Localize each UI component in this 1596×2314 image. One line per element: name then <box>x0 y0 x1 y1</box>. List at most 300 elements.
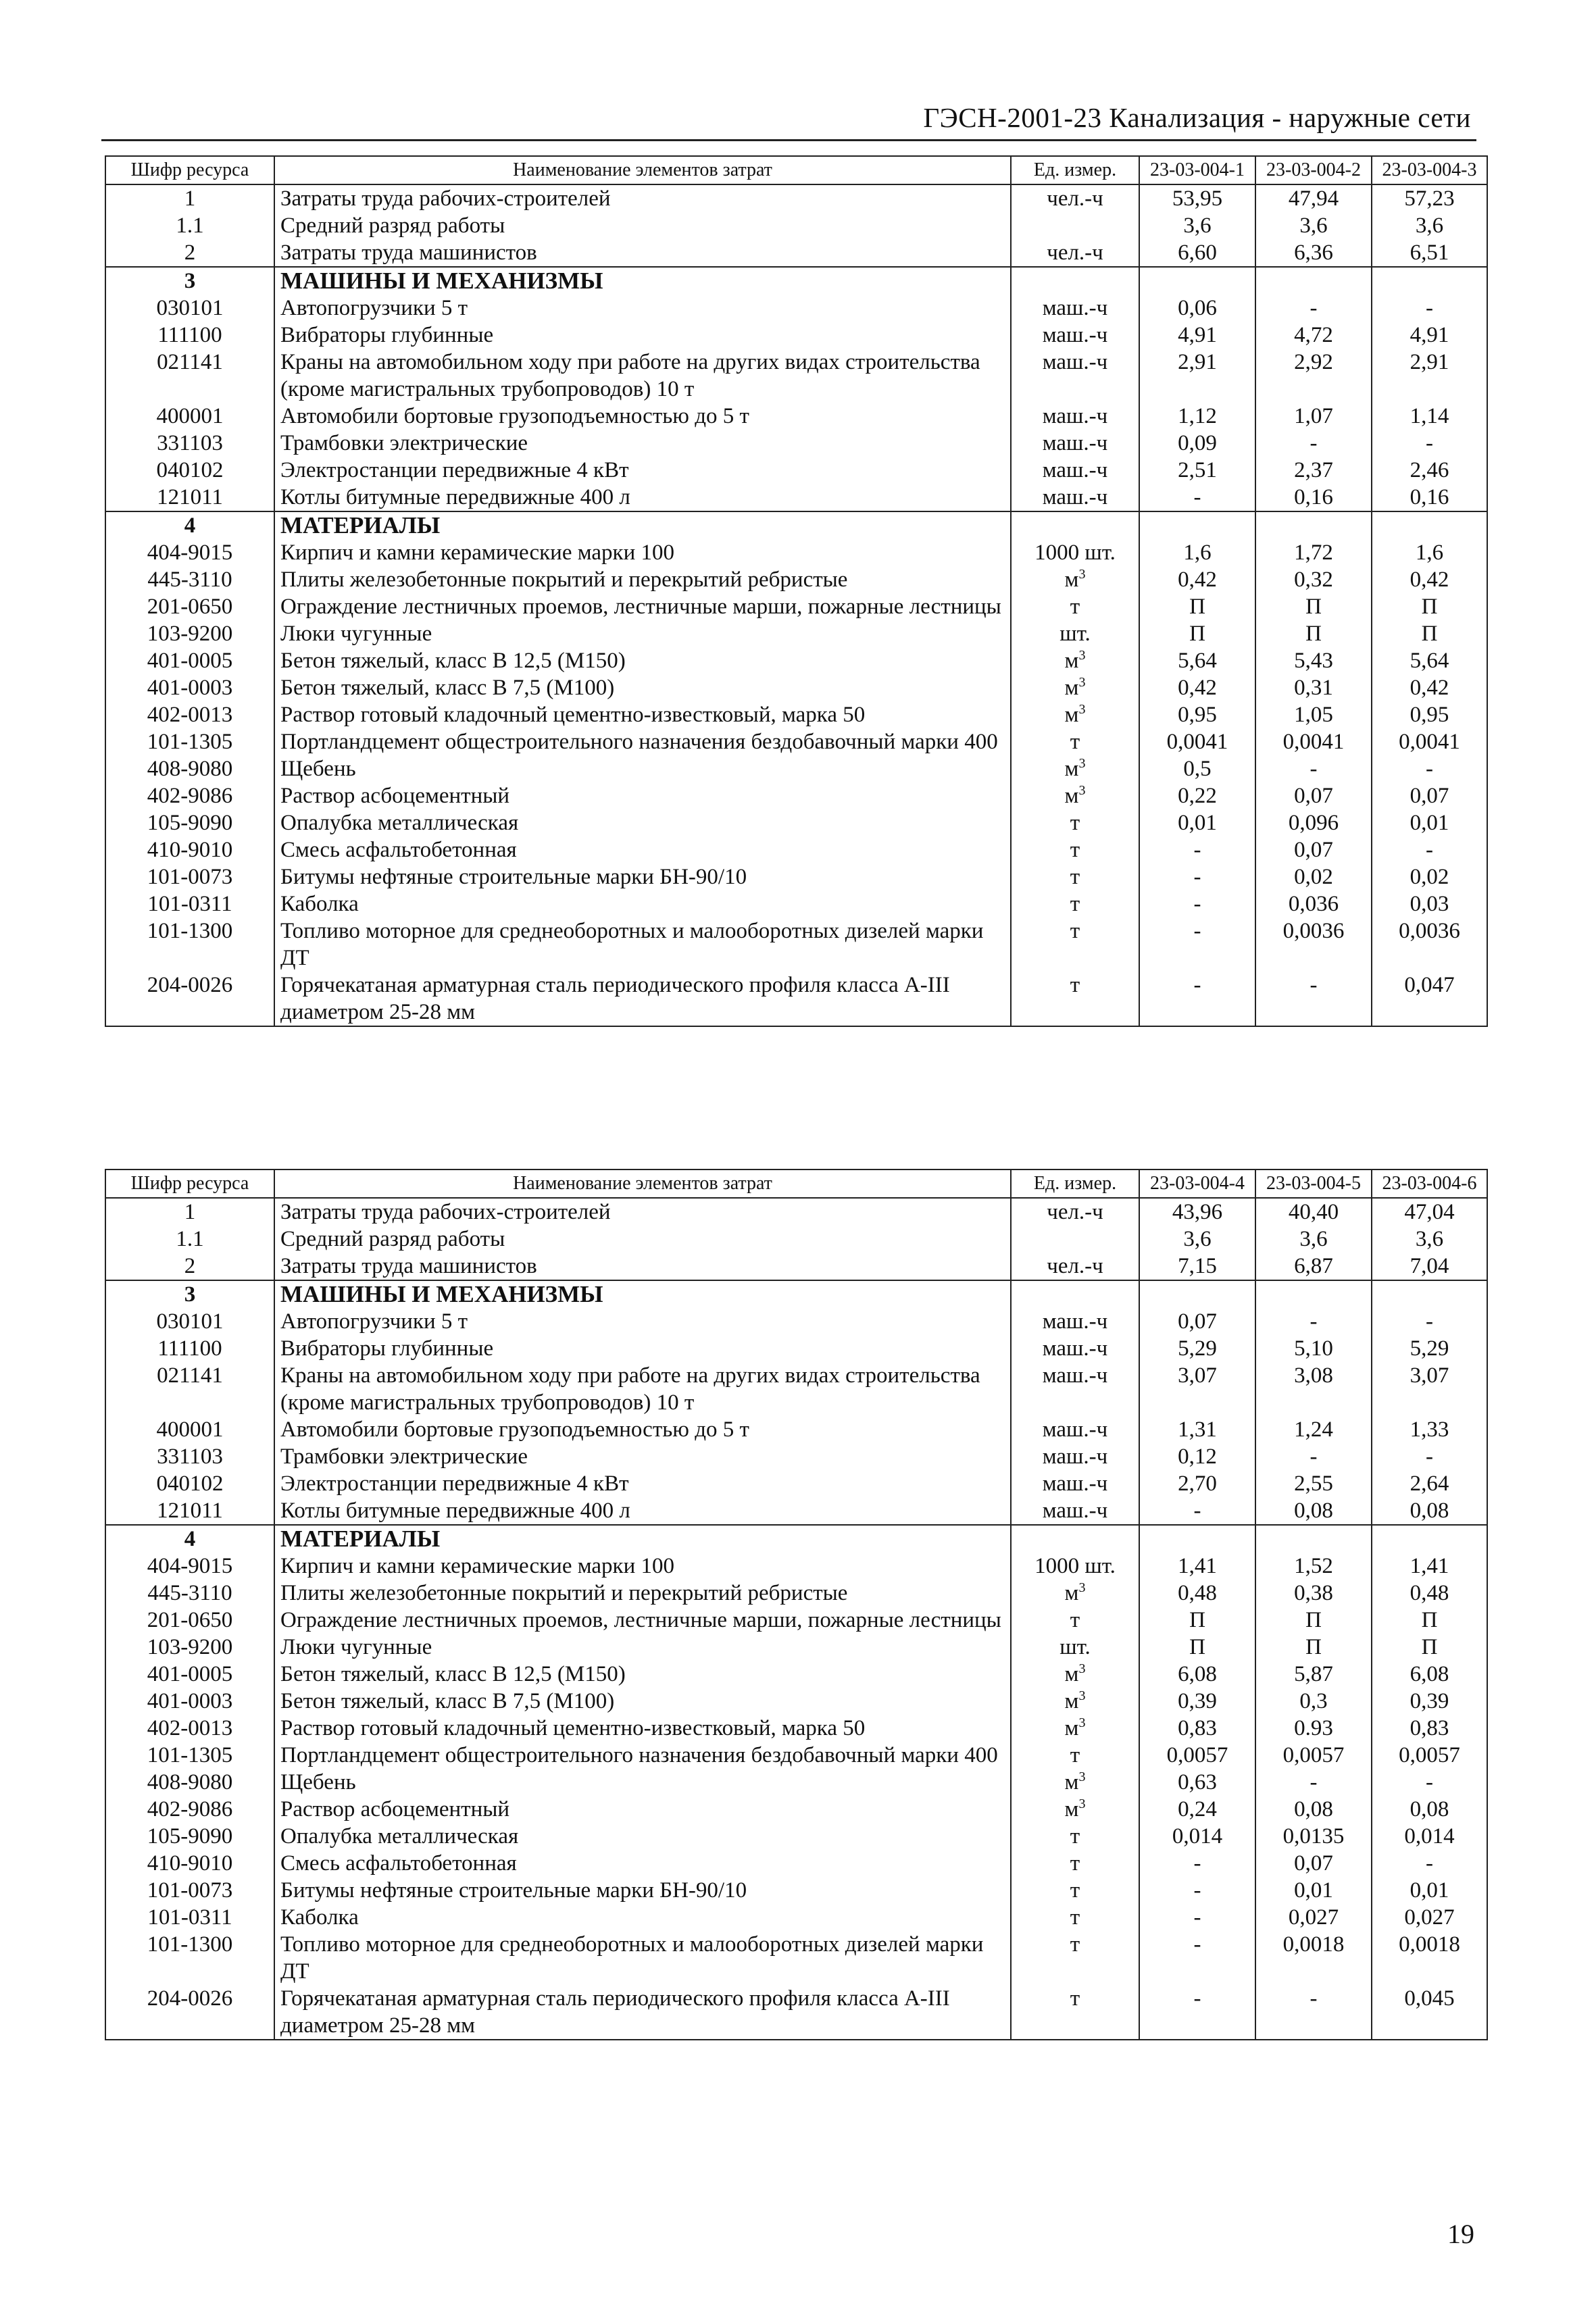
table-row <box>105 212 1487 239</box>
norm-value-cell <box>1372 1525 1487 1553</box>
norm-value-cell: 6,51 <box>1372 239 1487 267</box>
norm-value-cell: - <box>1139 1985 1255 2040</box>
norm-value-cell: 0,01 <box>1372 809 1487 836</box>
resource-name-cell: Средний разряд работы <box>274 1226 1011 1253</box>
norm-value-cell: 3,6 <box>1139 212 1255 239</box>
resource-code-cell: 404-9015 <box>105 539 274 566</box>
norm-value-cell: 1,6 <box>1139 539 1255 566</box>
resource-name-cell: Автопогрузчики 5 т <box>274 1308 1011 1335</box>
resource-name-cell: Средний разряд работы <box>274 212 1011 239</box>
norm-value-cell: 4,72 <box>1255 322 1372 349</box>
unit-cell: маш.-ч <box>1011 349 1139 403</box>
resource-code-cell: 204-0026 <box>105 972 274 1026</box>
resource-name-cell: Бетон тяжелый, класс В 12,5 (М150) <box>274 1661 1011 1688</box>
table-row <box>105 1226 1487 1253</box>
norm-value-cell: 0.93 <box>1255 1715 1372 1742</box>
norm-value-cell: 5,29 <box>1372 1335 1487 1362</box>
resource-name-cell: Люки чугунные <box>274 1634 1011 1661</box>
norm-value-cell <box>1139 1280 1255 1308</box>
unit-cell: т <box>1011 809 1139 836</box>
norm-value-cell: 1,14 <box>1372 403 1487 430</box>
unit-cell: $м^3$ <box>1011 782 1139 809</box>
section-row <box>105 511 1487 539</box>
norm-value-cell: 0,24 <box>1139 1796 1255 1823</box>
norm-value-cell: 0,07 <box>1255 782 1372 809</box>
unit-cell: $м^3$ <box>1011 1688 1139 1715</box>
norm-value-cell: - <box>1372 430 1487 457</box>
resource-code-cell: 3 <box>105 1280 274 1308</box>
resource-name-cell: Битумы нефтяные строительные марки БН-90/10 <box>274 863 1011 890</box>
resource-name-cell: Котлы битумные передвижные 400 л <box>274 484 1011 511</box>
norm-value-cell: 4,91 <box>1139 322 1255 349</box>
resource-name-cell: Топливо моторное для среднеоборотных и малооборотных дизелей марки ДТ <box>274 1931 1011 1985</box>
norm-value-cell <box>1139 511 1255 539</box>
resource-table-2 <box>105 1169 1488 2040</box>
resource-code-cell: 101-0073 <box>105 863 274 890</box>
col-header-code: Шифр ресурса <box>105 1169 274 1198</box>
norm-value-cell: 2,70 <box>1139 1470 1255 1497</box>
col-header-unit: Ед. измер. <box>1011 156 1139 184</box>
unit-cell: 1000 шт. <box>1011 539 1139 566</box>
resource-code-cell: 101-1305 <box>105 728 274 755</box>
norm-value-cell: 4,91 <box>1372 322 1487 349</box>
norm-value-cell: 0,83 <box>1372 1715 1487 1742</box>
norm-value-cell: 40,40 <box>1255 1198 1372 1226</box>
table-row <box>105 322 1487 349</box>
norm-value-cell: - <box>1372 1850 1487 1877</box>
norm-value-cell: 0,014 <box>1139 1823 1255 1850</box>
norm-value-cell: 5,87 <box>1255 1661 1372 1688</box>
norm-value-cell: 3,6 <box>1139 1226 1255 1253</box>
resource-code-cell: 040102 <box>105 457 274 484</box>
unit-cell: т <box>1011 728 1139 755</box>
resource-code-cell: 201-0650 <box>105 1607 274 1634</box>
table-header-row <box>105 1169 1487 1198</box>
resource-code-cell: 101-1300 <box>105 917 274 972</box>
resource-name-cell: Автомобили бортовые грузоподъемностью до 5 т <box>274 1416 1011 1443</box>
norm-value-cell: 0,42 <box>1139 566 1255 593</box>
resource-code-cell: 1 <box>105 1198 274 1226</box>
table-row <box>105 701 1487 728</box>
norm-value-cell: 2,55 <box>1255 1470 1372 1497</box>
table-row <box>105 890 1487 917</box>
col-header-norm-2: 23-03-004-2 <box>1255 156 1372 184</box>
norm-value-cell <box>1255 511 1372 539</box>
norm-value-cell: П <box>1139 620 1255 647</box>
norm-value-cell: 0,0018 <box>1372 1931 1487 1985</box>
resource-name-cell: Плиты железобетонные покрытий и перекрытий ребристые <box>274 1580 1011 1607</box>
resource-name-cell: Каболка <box>274 890 1011 917</box>
table-row <box>105 430 1487 457</box>
norm-value-cell: - <box>1255 1443 1372 1470</box>
norm-value-cell <box>1372 511 1487 539</box>
unit-cell: маш.-ч <box>1011 295 1139 322</box>
norm-value-cell: - <box>1139 890 1255 917</box>
table-row <box>105 1742 1487 1769</box>
table-row <box>105 1198 1487 1226</box>
unit-cell: чел.-ч <box>1011 239 1139 267</box>
table-row <box>105 863 1487 890</box>
unit-cell: чел.-ч <box>1011 1198 1139 1226</box>
table-row <box>105 647 1487 674</box>
norm-value-cell: 2,91 <box>1139 349 1255 403</box>
norm-value-cell: П <box>1372 593 1487 620</box>
norm-value-cell: 0,07 <box>1372 782 1487 809</box>
table-row <box>105 809 1487 836</box>
norm-value-cell: - <box>1255 1308 1372 1335</box>
page-number: 19 <box>1447 2219 1474 2249</box>
table-row <box>105 728 1487 755</box>
resource-name-cell: Краны на автомобильном ходу при работе на других видах строительства (кроме магистральных трубопроводов) 10 т <box>274 1362 1011 1416</box>
resource-code-cell: 101-0073 <box>105 1877 274 1904</box>
resource-code-cell: 121011 <box>105 1497 274 1525</box>
resource-code-cell: 401-0005 <box>105 1661 274 1688</box>
norm-value-cell: 3,6 <box>1372 1226 1487 1253</box>
norm-value-cell <box>1255 1525 1372 1553</box>
table-row <box>105 1497 1487 1525</box>
norm-value-cell: 0,08 <box>1372 1796 1487 1823</box>
resource-code-cell: 111100 <box>105 322 274 349</box>
norm-value-cell: 6,36 <box>1255 239 1372 267</box>
unit-cell: маш.-ч <box>1011 484 1139 511</box>
norm-value-cell: 0,027 <box>1255 1904 1372 1931</box>
norm-value-cell: П <box>1255 1634 1372 1661</box>
resource-code-cell: 402-9086 <box>105 782 274 809</box>
norm-value-cell: 1,05 <box>1255 701 1372 728</box>
norm-value-cell: - <box>1139 1904 1255 1931</box>
resource-name-cell: Электростанции передвижные 4 кВт <box>274 1470 1011 1497</box>
resource-code-cell: 101-0311 <box>105 890 274 917</box>
resource-name-cell: Кирпич и камни керамические марки 100 <box>274 539 1011 566</box>
resource-name-cell: Бетон тяжелый, класс В 12,5 (М150) <box>274 647 1011 674</box>
norm-value-cell: 5,64 <box>1139 647 1255 674</box>
norm-value-cell: 0,5 <box>1139 755 1255 782</box>
norm-value-cell: П <box>1255 620 1372 647</box>
resource-code-cell: 401-0005 <box>105 647 274 674</box>
resource-name-cell: Электростанции передвижные 4 кВт <box>274 457 1011 484</box>
norm-value-cell: 0,83 <box>1139 1715 1255 1742</box>
norm-value-cell: 0,07 <box>1255 1850 1372 1877</box>
norm-value-cell: 43,96 <box>1139 1198 1255 1226</box>
resource-name-cell: Затраты труда машинистов <box>274 1253 1011 1280</box>
resource-name-cell: МАТЕРИАЛЫ <box>274 511 1011 539</box>
norm-value-cell: - <box>1255 1985 1372 2040</box>
norm-value-cell: 2,64 <box>1372 1470 1487 1497</box>
table-header-row <box>105 156 1487 184</box>
resource-code-cell: 404-9015 <box>105 1553 274 1580</box>
norm-value-cell: 0,027 <box>1372 1904 1487 1931</box>
norm-value-cell: 0,42 <box>1372 674 1487 701</box>
resource-code-cell: 331103 <box>105 430 274 457</box>
norm-value-cell: 1,24 <box>1255 1416 1372 1443</box>
unit-cell <box>1011 212 1139 239</box>
resource-code-cell: 021141 <box>105 1362 274 1416</box>
resource-name-cell: МАШИНЫ И МЕХАНИЗМЫ <box>274 267 1011 295</box>
resource-code-cell: 111100 <box>105 1335 274 1362</box>
col-header-norm-1: 23-03-004-1 <box>1139 156 1255 184</box>
norm-value-cell: 0,07 <box>1139 1308 1255 1335</box>
table-row <box>105 349 1487 403</box>
norm-value-cell: 0,0135 <box>1255 1823 1372 1850</box>
table-row <box>105 184 1487 212</box>
norm-value-cell: 2,46 <box>1372 457 1487 484</box>
norm-value-cell: 6,08 <box>1139 1661 1255 1688</box>
norm-value-cell: 0,48 <box>1372 1580 1487 1607</box>
resource-name-cell: Автомобили бортовые грузоподъемностью до 5 т <box>274 403 1011 430</box>
section-row <box>105 267 1487 295</box>
unit-cell: $м^3$ <box>1011 1796 1139 1823</box>
norm-value-cell: 0,39 <box>1139 1688 1255 1715</box>
resource-code-cell: 401-0003 <box>105 1688 274 1715</box>
norm-value-cell: 0,38 <box>1255 1580 1372 1607</box>
resource-code-cell: 4 <box>105 511 274 539</box>
resource-code-cell: 1.1 <box>105 1226 274 1253</box>
unit-cell: т <box>1011 1607 1139 1634</box>
resource-code-cell: 1.1 <box>105 212 274 239</box>
resource-code-cell: 121011 <box>105 484 274 511</box>
norm-value-cell: П <box>1372 620 1487 647</box>
table-row <box>105 1796 1487 1823</box>
norm-value-cell: - <box>1372 1443 1487 1470</box>
resource-name-cell: Портландцемент общестроительного назначения бездобавочный марки 400 <box>274 728 1011 755</box>
resource-code-cell: 040102 <box>105 1470 274 1497</box>
table-row <box>105 1580 1487 1607</box>
norm-value-cell: 0,63 <box>1139 1769 1255 1796</box>
resource-code-cell: 030101 <box>105 295 274 322</box>
norm-value-cell: 1,07 <box>1255 403 1372 430</box>
resource-name-cell: Опалубка металлическая <box>274 809 1011 836</box>
norm-value-cell: 5,29 <box>1139 1335 1255 1362</box>
resource-name-cell: Раствор готовый кладочный цементно-известковый, марка 50 <box>274 701 1011 728</box>
norm-value-cell: П <box>1255 1607 1372 1634</box>
norm-value-cell: - <box>1139 1497 1255 1525</box>
unit-cell: маш.-ч <box>1011 1443 1139 1470</box>
resource-name-cell: МАТЕРИАЛЫ <box>274 1525 1011 1553</box>
resource-code-cell: 1 <box>105 184 274 212</box>
unit-cell <box>1011 1226 1139 1253</box>
col-header-unit: Ед. измер. <box>1011 1169 1139 1198</box>
norm-value-cell: 0,16 <box>1372 484 1487 511</box>
resource-name-cell: Смесь асфальтобетонная <box>274 836 1011 863</box>
resource-name-cell: Плиты железобетонные покрытий и перекрытий ребристые <box>274 566 1011 593</box>
unit-cell <box>1011 1525 1139 1553</box>
resource-code-cell: 402-0013 <box>105 701 274 728</box>
norm-value-cell: 0,0036 <box>1255 917 1372 972</box>
resource-name-cell: Битумы нефтяные строительные марки БН-90/10 <box>274 1877 1011 1904</box>
unit-cell: маш.-ч <box>1011 1362 1139 1416</box>
table-row <box>105 403 1487 430</box>
resource-code-cell: 103-9200 <box>105 1634 274 1661</box>
norm-value-cell: П <box>1372 1607 1487 1634</box>
unit-cell: шт. <box>1011 1634 1139 1661</box>
unit-cell: маш.-ч <box>1011 322 1139 349</box>
norm-value-cell: 6,60 <box>1139 239 1255 267</box>
resource-name-cell: Люки чугунные <box>274 620 1011 647</box>
norm-value-cell: 0,95 <box>1372 701 1487 728</box>
norm-value-cell: - <box>1139 972 1255 1026</box>
table-row <box>105 484 1487 511</box>
table-row <box>105 1470 1487 1497</box>
norm-value-cell: 0,08 <box>1255 1497 1372 1525</box>
norm-value-cell: 0,12 <box>1139 1443 1255 1470</box>
norm-value-cell: 2,92 <box>1255 349 1372 403</box>
resource-code-cell: 204-0026 <box>105 1985 274 2040</box>
col-header-name: Наименование элементов затрат <box>274 1169 1011 1198</box>
norm-value-cell: 0,32 <box>1255 566 1372 593</box>
norm-value-cell: 0,48 <box>1139 1580 1255 1607</box>
table-row <box>105 1850 1487 1877</box>
norm-value-cell: - <box>1372 295 1487 322</box>
unit-cell: т <box>1011 1985 1139 2040</box>
resource-name-cell: Топливо моторное для среднеоборотных и малооборотных дизелей марки ДТ <box>274 917 1011 972</box>
norm-value-cell: 0,09 <box>1139 430 1255 457</box>
document-header-title: ГЭСН-2001-23 Канализация - наружные сети <box>923 102 1471 133</box>
norm-value-cell: - <box>1372 836 1487 863</box>
unit-cell: 1000 шт. <box>1011 1553 1139 1580</box>
unit-cell: $м^3$ <box>1011 647 1139 674</box>
norm-value-cell: 3,6 <box>1255 212 1372 239</box>
table-row <box>105 1931 1487 1985</box>
unit-cell: маш.-ч <box>1011 1497 1139 1525</box>
resource-name-cell: Вибраторы глубинные <box>274 322 1011 349</box>
norm-value-cell: 7,04 <box>1372 1253 1487 1280</box>
resource-name-cell: Каболка <box>274 1904 1011 1931</box>
section-row <box>105 1525 1487 1553</box>
unit-cell: т <box>1011 890 1139 917</box>
table-row <box>105 1443 1487 1470</box>
norm-value-cell: 7,15 <box>1139 1253 1255 1280</box>
resource-code-cell: 4 <box>105 1525 274 1553</box>
section-row <box>105 1280 1487 1308</box>
resource-code-cell: 101-0311 <box>105 1904 274 1931</box>
resource-name-cell: Трамбовки электрические <box>274 430 1011 457</box>
norm-value-cell: 1,31 <box>1139 1416 1255 1443</box>
norm-value-cell: 3,07 <box>1139 1362 1255 1416</box>
norm-value-cell: - <box>1255 755 1372 782</box>
norm-value-cell: 0,39 <box>1372 1688 1487 1715</box>
unit-cell: т <box>1011 593 1139 620</box>
unit-cell: $м^3$ <box>1011 1715 1139 1742</box>
norm-value-cell: - <box>1255 295 1372 322</box>
norm-value-cell: 2,51 <box>1139 457 1255 484</box>
norm-value-cell: 0,95 <box>1139 701 1255 728</box>
norm-value-cell: - <box>1139 1850 1255 1877</box>
resource-name-cell: Бетон тяжелый, класс В 7,5 (М100) <box>274 674 1011 701</box>
unit-cell: маш.-ч <box>1011 430 1139 457</box>
norm-value-cell: 0,0057 <box>1139 1742 1255 1769</box>
table-row <box>105 1308 1487 1335</box>
table-row <box>105 239 1487 267</box>
norm-value-cell: 0,0018 <box>1255 1931 1372 1985</box>
norm-value-cell: 0,02 <box>1372 863 1487 890</box>
resource-code-cell: 400001 <box>105 403 274 430</box>
norm-value-cell: 0,01 <box>1255 1877 1372 1904</box>
norm-value-cell: 0,3 <box>1255 1688 1372 1715</box>
norm-value-cell: 0,31 <box>1255 674 1372 701</box>
norm-value-cell: 1,33 <box>1372 1416 1487 1443</box>
norm-value-cell: 1,72 <box>1255 539 1372 566</box>
resource-name-cell: Трамбовки электрические <box>274 1443 1011 1470</box>
table-row <box>105 1715 1487 1742</box>
norm-value-cell: 57,23 <box>1372 184 1487 212</box>
norm-value-cell: 5,43 <box>1255 647 1372 674</box>
unit-cell: маш.-ч <box>1011 1335 1139 1362</box>
resource-name-cell: Кирпич и камни керамические марки 100 <box>274 1553 1011 1580</box>
table-row <box>105 836 1487 863</box>
resource-code-cell: 105-9090 <box>105 809 274 836</box>
norm-value-cell: 0,045 <box>1372 1985 1487 2040</box>
norm-value-cell: 0,08 <box>1372 1497 1487 1525</box>
norm-value-cell: 0,014 <box>1372 1823 1487 1850</box>
norm-value-cell: 1,41 <box>1139 1553 1255 1580</box>
norm-value-cell: 0,096 <box>1255 809 1372 836</box>
table-row <box>105 457 1487 484</box>
norm-value-cell: 5,10 <box>1255 1335 1372 1362</box>
norm-value-cell: П <box>1139 593 1255 620</box>
norm-value-cell <box>1372 267 1487 295</box>
norm-value-cell: 3,08 <box>1255 1362 1372 1416</box>
col-header-norm-3: 23-03-004-3 <box>1372 156 1487 184</box>
table-row <box>105 1362 1487 1416</box>
norm-value-cell: 1,6 <box>1372 539 1487 566</box>
resource-code-cell: 402-0013 <box>105 1715 274 1742</box>
unit-cell: т <box>1011 972 1139 1026</box>
norm-value-cell: 47,04 <box>1372 1198 1487 1226</box>
resource-name-cell: Горячекатаная арматурная сталь периодического профиля класса А-III диаметром 25-28 мм <box>274 972 1011 1026</box>
unit-cell: $м^3$ <box>1011 566 1139 593</box>
norm-value-cell: 0,036 <box>1255 890 1372 917</box>
resource-name-cell: Щебень <box>274 1769 1011 1796</box>
norm-value-cell: 3,6 <box>1255 1226 1372 1253</box>
norm-value-cell: - <box>1372 755 1487 782</box>
norm-value-cell: 53,95 <box>1139 184 1255 212</box>
unit-cell: т <box>1011 836 1139 863</box>
table-row <box>105 674 1487 701</box>
unit-cell: $м^3$ <box>1011 755 1139 782</box>
unit-cell: $м^3$ <box>1011 674 1139 701</box>
resource-code-cell: 400001 <box>105 1416 274 1443</box>
table-row <box>105 1985 1487 2040</box>
table-row <box>105 1661 1487 1688</box>
unit-cell: т <box>1011 1931 1139 1985</box>
norm-value-cell: 1,41 <box>1372 1553 1487 1580</box>
resource-name-cell: Раствор готовый кладочный цементно-известковый, марка 50 <box>274 1715 1011 1742</box>
norm-value-cell: П <box>1139 1607 1255 1634</box>
norm-value-cell: 0,01 <box>1139 809 1255 836</box>
norm-value-cell: - <box>1372 1769 1487 1796</box>
norm-value-cell: - <box>1255 1769 1372 1796</box>
table-row <box>105 1823 1487 1850</box>
resource-name-cell: Затраты труда машинистов <box>274 239 1011 267</box>
norm-value-cell: 1,12 <box>1139 403 1255 430</box>
unit-cell: маш.-ч <box>1011 403 1139 430</box>
table-row <box>105 1904 1487 1931</box>
norm-value-cell: 0,0036 <box>1372 917 1487 972</box>
unit-cell <box>1011 511 1139 539</box>
unit-cell: $м^3$ <box>1011 701 1139 728</box>
norm-value-cell: 0,02 <box>1255 863 1372 890</box>
unit-cell: чел.-ч <box>1011 1253 1139 1280</box>
norm-value-cell: 0,047 <box>1372 972 1487 1026</box>
norm-value-cell <box>1372 1280 1487 1308</box>
table-row <box>105 1253 1487 1280</box>
norm-value-cell: 0,03 <box>1372 890 1487 917</box>
norm-value-cell: - <box>1372 1308 1487 1335</box>
norm-value-cell: - <box>1139 1877 1255 1904</box>
resource-code-cell: 021141 <box>105 349 274 403</box>
col-header-code: Шифр ресурса <box>105 156 274 184</box>
resource-code-cell: 445-3110 <box>105 566 274 593</box>
